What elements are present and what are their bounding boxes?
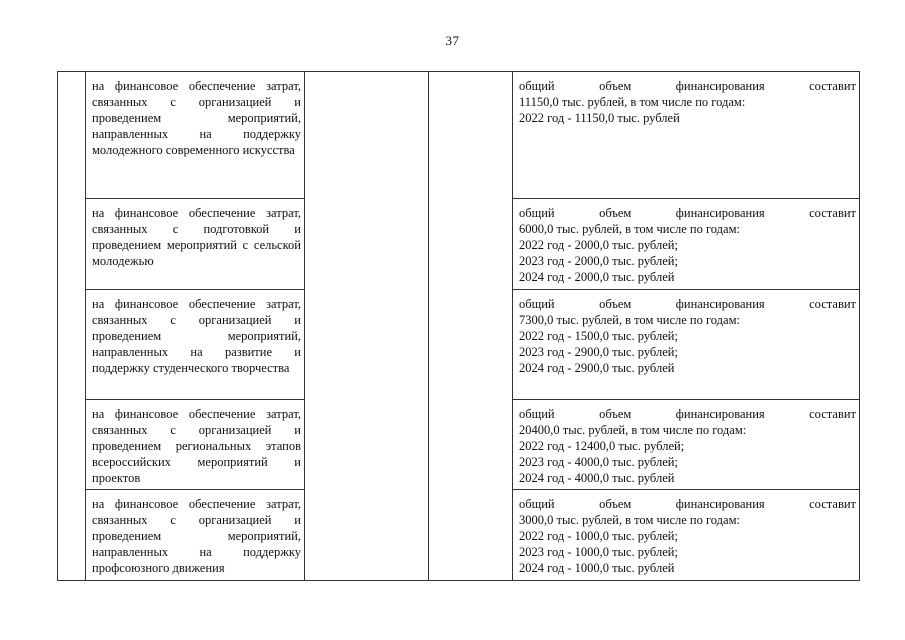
financing-line: общий объем финансирования составит: [519, 79, 856, 93]
financing-cell: [513, 290, 860, 400]
financing-line: общий объем финансирования составит: [519, 297, 856, 311]
financing-line: 2023 год - 2900,0 тыс. рублей;: [519, 345, 678, 359]
financing-line: 20400,0 тыс. рублей, в том числе по годам:: [519, 423, 747, 437]
financing-line: 2024 год - 2000,0 тыс. рублей: [519, 270, 675, 284]
financing-line: 2024 год - 1000,0 тыс. рублей: [519, 561, 675, 575]
financing-cell: [513, 199, 860, 290]
empty-column-cell: [429, 72, 513, 581]
financing-line: 2023 год - 4000,0 тыс. рублей;: [519, 455, 678, 469]
purpose-text: на финансовое обеспечение затрат, связанных с подготовкой и проведением мероприятий с сельской молодежью: [92, 206, 301, 268]
table-row: [58, 72, 860, 199]
financing-line: 2023 год - 1000,0 тыс. рублей;: [519, 545, 678, 559]
financing-line: 2022 год - 11150,0 тыс. рублей: [519, 111, 680, 125]
purpose-text: на финансовое обеспечение затрат, связанных с организацией и проведением мероприятий, направленных на поддержку профсоюзного движения: [92, 497, 301, 575]
financing-line: 3000,0 тыс. рублей, в том числе по годам:: [519, 513, 740, 527]
purpose-cell: [86, 290, 305, 400]
purpose-cell: [86, 400, 305, 490]
purpose-cell: [86, 490, 305, 581]
financing-line: 2023 год - 2000,0 тыс. рублей;: [519, 254, 678, 268]
purpose-cell: [86, 199, 305, 290]
purpose-text: на финансовое обеспечение затрат, связанных с организацией и проведением региональных этапов всероссийских мероприятий и проектов: [92, 407, 301, 485]
financing-line: 2022 год - 1000,0 тыс. рублей;: [519, 529, 678, 543]
funding-table: [57, 71, 860, 581]
financing-line: 11150,0 тыс. рублей, в том числе по годам:: [519, 95, 746, 109]
financing-line: общий объем финансирования составит: [519, 407, 856, 421]
financing-line: 6000,0 тыс. рублей, в том числе по годам:: [519, 222, 740, 236]
financing-line: 2022 год - 12400,0 тыс. рублей;: [519, 439, 685, 453]
financing-line: 2024 год - 2900,0 тыс. рублей: [519, 361, 675, 375]
financing-line: 2022 год - 1500,0 тыс. рублей;: [519, 329, 678, 343]
index-column-cell: [58, 72, 86, 581]
financing-line: 7300,0 тыс. рублей, в том числе по годам:: [519, 313, 740, 327]
financing-line: общий объем финансирования составит: [519, 497, 856, 511]
financing-line: общий объем финансирования составит: [519, 206, 856, 220]
page-number: 37: [445, 33, 460, 48]
purpose-cell: [86, 72, 305, 199]
financing-line: 2022 год - 2000,0 тыс. рублей;: [519, 238, 678, 252]
financing-cell: [513, 72, 860, 199]
financing-line: 2024 год - 4000,0 тыс. рублей: [519, 471, 675, 485]
financing-cell: [513, 400, 860, 490]
empty-column-cell: [305, 72, 429, 581]
purpose-text: на финансовое обеспечение затрат, связанных с организацией и проведением мероприятий, направленных на поддержку молодежного современного искусства: [92, 79, 301, 157]
purpose-text: на финансовое обеспечение затрат, связанных с организацией и проведением мероприятий, направленных на развитие и поддержку студенческого творчества: [92, 297, 301, 375]
financing-cell: [513, 490, 860, 581]
